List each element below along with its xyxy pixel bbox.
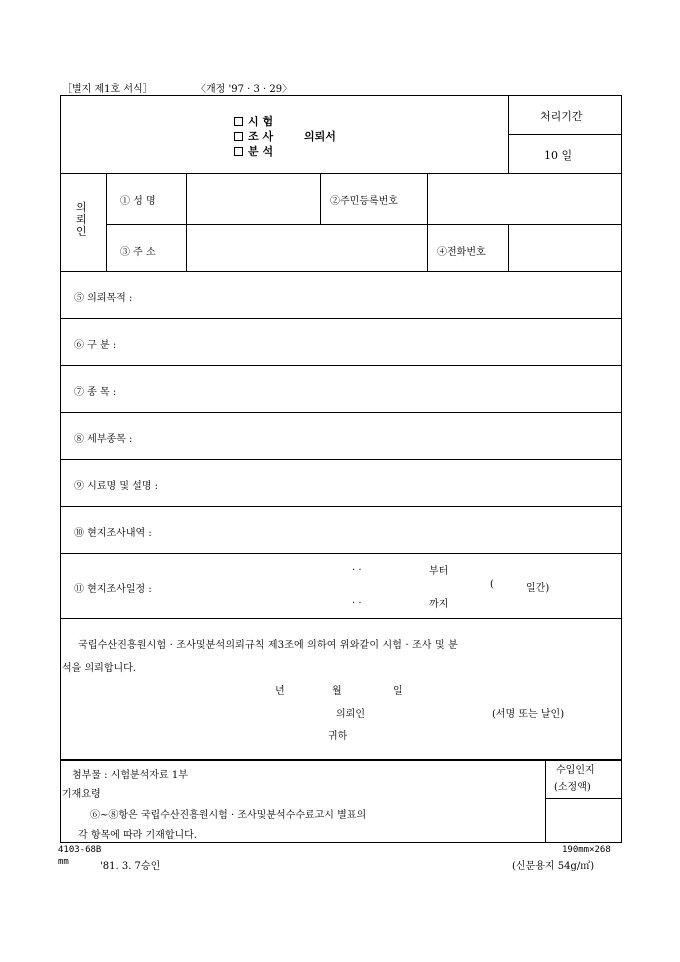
rrn-label: ②주민등록번호: [330, 196, 398, 207]
sub-item-label: ⑧ 세부종목 :: [74, 434, 133, 445]
address-label: ③ 주 소: [120, 247, 156, 258]
guide-line-1: ⑥~⑧항은 국립수산진흥원시험 · 조사및분석수수료고시 별표의: [90, 810, 367, 821]
declaration-line-1: 국립수산진흥원시험 · 조사및분석의뢰규칙 제3조에 의하여 위와같이 시험 · 조사 및 분: [78, 640, 458, 651]
attachment-note: 첨부물 : 시험분석자료 1부: [72, 770, 188, 781]
survey-schedule-label: ⑪ 현지조사일정 :: [74, 584, 152, 595]
survey-details-label: ⑩ 현지조사내역 :: [74, 528, 152, 539]
approval-date: '81. 3. 7승인: [100, 861, 161, 872]
paper-size: 190mm×268: [562, 845, 611, 855]
date-year-label: 년: [275, 686, 285, 697]
rrn-field[interactable]: [429, 176, 620, 222]
schedule-to-label: 까지: [429, 599, 449, 610]
title-option-analysis: 분 석: [234, 143, 273, 159]
signature-hint: (서명 또는 날인): [492, 709, 565, 720]
processing-period-value: 10 일: [544, 149, 573, 162]
unit-note: mm: [58, 857, 69, 867]
schedule-days-label: 일간): [526, 583, 550, 594]
title-option-test: 시 험: [234, 113, 273, 129]
stamp-note: (소정액): [554, 782, 591, 793]
item-label: ⑦ 종 목 :: [74, 387, 117, 398]
phone-label: ④전화번호: [437, 247, 486, 258]
schedule-from-label: 부터: [429, 566, 449, 577]
schedule-to-date: . .: [352, 595, 362, 606]
form-title-suffix: 의뢰서: [304, 130, 336, 143]
analysis-checkbox[interactable]: [234, 147, 243, 156]
addressee-label: 귀하: [328, 731, 348, 742]
revision-note: 〈개정 '97 · 3 · 29〉: [196, 84, 293, 95]
guide-line-2: 각 항목에 따라 기재합니다.: [78, 830, 197, 841]
address-field[interactable]: [188, 227, 425, 269]
title-option-survey: 조 사: [234, 128, 273, 144]
stamp-label: 수입인지: [556, 765, 595, 776]
schedule-from-date: . .: [352, 562, 362, 573]
schedule-days-open: (: [490, 579, 494, 590]
name-label: ① 성 명: [120, 196, 156, 207]
paper-spec: (신문용지 54g/㎡): [512, 861, 595, 872]
survey-checkbox[interactable]: [234, 132, 243, 141]
form-id: ［별지 제1호 서식］: [62, 84, 153, 95]
sample-label: ⑨ 시료명 및 설명 :: [74, 481, 159, 492]
date-day-label: 일: [393, 686, 403, 697]
processing-period-label: 처리기간: [540, 110, 583, 123]
requester-label: 의뢰인: [336, 709, 365, 720]
test-checkbox[interactable]: [234, 117, 243, 126]
applicant-group-label: 의뢰인: [76, 201, 87, 238]
purpose-label: ⑤ 의뢰목적 :: [74, 293, 133, 304]
category-label: ⑥ 구 분 :: [74, 340, 117, 351]
declaration-line-2: 석을 의뢰합니다.: [62, 663, 136, 674]
guide-title: 기재요령: [62, 789, 101, 800]
phone-field[interactable]: [510, 227, 620, 269]
name-field[interactable]: [188, 176, 318, 222]
form-code: 4103-68B: [58, 845, 102, 855]
date-month-label: 월: [332, 686, 342, 697]
